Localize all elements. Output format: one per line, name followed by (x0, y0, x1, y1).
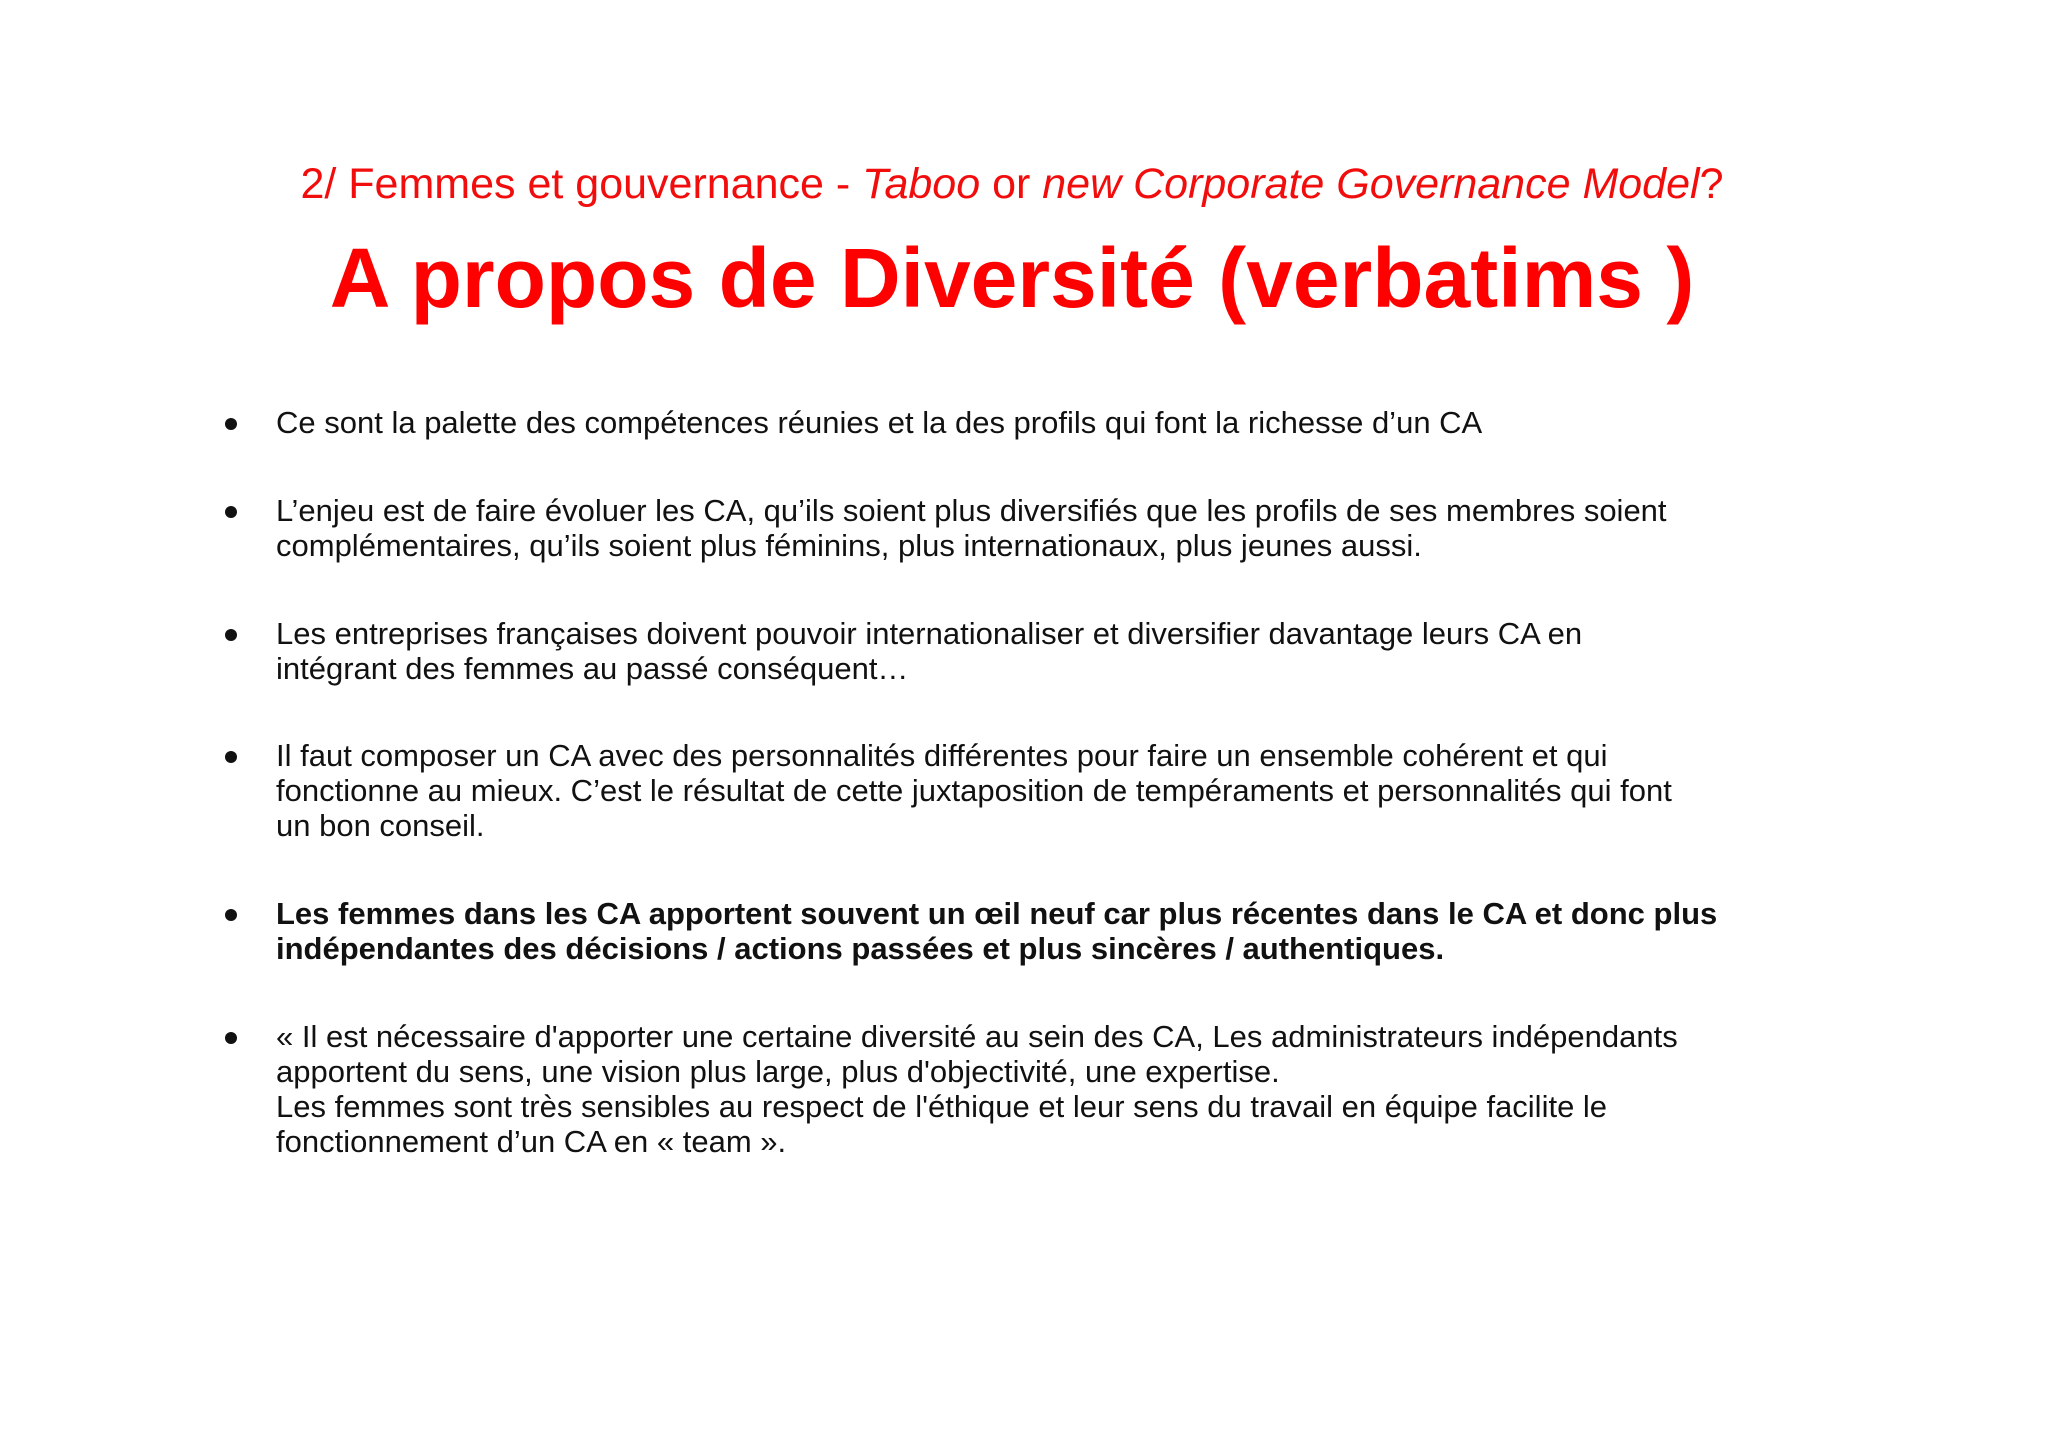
verbatim-line: Ce sont la palette des compétences réunies et la des profils qui font la richesse d’un CA (276, 405, 1483, 440)
subtitle-italic-model: new Corporate Governance Model (1042, 160, 1700, 208)
verbatim-text (276, 738, 1672, 843)
bullet-dot-icon (225, 751, 237, 763)
verbatim-item-highlighted (222, 896, 1717, 966)
verbatim-line: un bon conseil. (276, 808, 485, 843)
verbatim-text (276, 405, 1482, 440)
verbatim-item (222, 493, 1667, 563)
verbatim-item (222, 616, 1582, 686)
subtitle-italic-taboo: Taboo (862, 160, 981, 208)
slide-title: A propos de Diversité (verbatims ) (329, 231, 1695, 325)
subtitle-part-3: ? (1699, 160, 1724, 208)
verbatim-line: complémentaires, qu’ils soient plus féminins, plus internationaux, plus jeunes aussi. (276, 528, 1422, 563)
verbatim-text (276, 896, 1717, 966)
verbatim-item (222, 405, 1482, 440)
verbatim-line: fonctionnement d’un CA en « team ». (276, 1124, 787, 1159)
verbatim-line: Les entreprises françaises doivent pouvoir internationaliser et diversifier davantage leurs CA en (276, 616, 1583, 651)
bullet-dot-icon (225, 909, 237, 921)
verbatim-line: intégrant des femmes au passé conséquent… (276, 651, 909, 686)
bullet-dot-icon (225, 506, 237, 518)
subtitle-part-1: 2/ Femmes et gouvernance - (300, 160, 863, 208)
verbatim-line: Les femmes sont très sensibles au respect de l'éthique et leur sens du travail en équipe facilite le (276, 1089, 1608, 1124)
verbatim-line: fonctionne au mieux. C’est le résultat de cette juxtaposition de tempéraments et personnalités qui font (276, 773, 1672, 808)
slide-subtitle (0, 158, 2024, 210)
verbatim-line: « Il est nécessaire d'apporter une certaine diversité au sein des CA, Les administrateurs indépendants (276, 1019, 1678, 1054)
verbatim-text (276, 493, 1667, 563)
bullet-dot-icon (225, 418, 237, 430)
verbatim-line: indépendantes des décisions / actions passées et plus sincères / authentiques. (276, 931, 1445, 966)
subtitle-part-2: or (980, 160, 1043, 208)
verbatim-line: apportent du sens, une vision plus large, plus d'objectivité, une expertise. (276, 1054, 1280, 1089)
bullet-dot-icon (225, 629, 237, 641)
verbatim-item (222, 738, 1672, 843)
verbatim-text (276, 616, 1582, 686)
verbatim-text (276, 1019, 1678, 1159)
verbatim-line: Il faut composer un CA avec des personnalités différentes pour faire un ensemble cohérent et qui (276, 738, 1608, 773)
bullet-dot-icon (225, 1032, 237, 1044)
verbatim-line: L’enjeu est de faire évoluer les CA, qu’ils soient plus diversifiés que les profils de ses membres soient (276, 493, 1667, 528)
verbatim-item (222, 1019, 1678, 1159)
verbatim-line: Les femmes dans les CA apportent souvent un œil neuf car plus récentes dans le CA et donc plus (276, 896, 1718, 931)
